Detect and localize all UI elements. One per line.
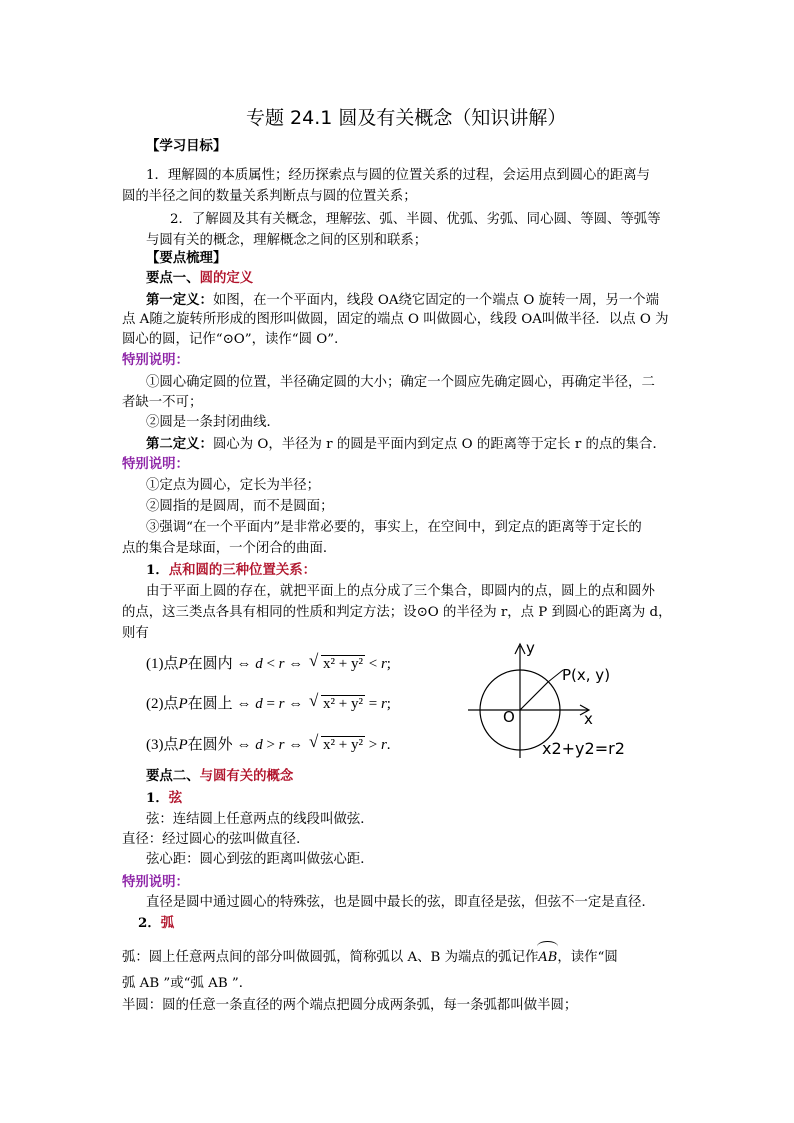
formula-outside-d: d [255,737,263,753]
goal-2-line-1: 2．了解圆及其有关概念，理解弦、弧、半圆、优弧、劣弧、同心圆、等圆、等弧等 [170,212,661,227]
arc-definition-line-2: 弧 AB ”或“弧 AB ”． [122,976,253,991]
formula-on-end-rel: = [368,696,378,712]
formula-inside-iff-1: ⇔ [236,656,252,672]
subsection-chord-heading [146,788,182,808]
section-position-number: 1． [146,562,169,578]
radius-line [520,682,548,710]
special-note-2-item-3-cont: 点的集合是球面，一个闭合的曲面． [122,541,337,556]
formula-on-iff-2: ⇔ [288,696,304,712]
formula-inside-d: d [255,656,263,672]
definition-2-text: 圆心为 O，半径为 r 的圆是平面内到定点 O 的距离等于定长 r 的点的集合． [212,437,666,452]
subsection-arc-number: 2． [138,915,161,931]
special-note-2-item-2: ②圆指的是圆周，而不是圆面； [146,499,334,514]
formula-inside-r: r [278,656,285,672]
special-note-1-item-1-cont: 者缺一不可； [122,395,203,410]
definition-1-line-2: 点 A随之旋转所形成的图形叫做圆，固定的端点 O 叫做圆心，线段 OA叫做半径．以点 O 为 [122,312,669,327]
formula-inside-rel: < [266,656,275,672]
formula-outside-where: 在圆外 [187,737,233,753]
goal-1-line-2: 圆的半径之间的数量关系判断点与圆的位置关系； [122,189,417,204]
formula-inside-p: P [178,656,188,672]
special-note-3-label: 特别说明： [122,874,189,890]
formula-on-sqrt-body: x² + y² [323,696,363,712]
formula-inside: (1)点P在圆内 ⇔ d < r ⇔ √ x² + y² < r; [146,651,391,672]
goal-2-line-2: 与圆有关的概念，理解概念之间的区别和联系； [146,233,428,248]
special-note-2-item-3: ③强调“在一个平面内”是非常必要的，事实上，在空间中，到定点的距离等于定长的 [146,520,642,535]
formula-on-r: r [278,696,285,712]
key-point-1-prefix: 要点一、 [146,270,200,286]
definition-1-label: 第一定义： [146,292,213,308]
formula-on: (2)点P在圆上 ⇔ d = r ⇔ √ x² + y² = r; [146,691,391,712]
formula-outside-sqrt-body: x² + y² [323,737,363,753]
chord-distance-definition: 弦心距：圆心到弦的距离叫做弦心距． [146,852,374,867]
formula-outside-sqrt: √ x² + y² [309,732,363,753]
arc-definition-line-1 [122,948,618,968]
position-text-line-3: 则有 [122,626,149,641]
formula-inside-prefix: (1)点 [146,656,179,672]
special-note-2-label: 特别说明： [122,456,189,472]
section-position-title: 点和圆的三种位置关系： [168,562,317,578]
subsection-chord-number: 1． [146,790,169,806]
formula-outside-p: P [178,737,188,753]
key-point-1-title: 圆的定义 [199,270,254,286]
formula-outside-end-r: r [380,737,387,753]
formula-on-iff-1: ⇔ [236,696,252,712]
formula-on-end-r: r [380,696,387,712]
page-title: 专题 24.1 圆及有关概念（知识讲解） [246,107,567,129]
formula-outside-prefix: (3)点 [146,737,179,753]
formula-outside-iff-1: ⇔ [236,737,252,753]
formula-on-where: 在圆上 [187,696,233,712]
formula-on-sqrt: √ x² + y² [309,691,363,712]
goals-header: 【学习目标】 [146,138,227,154]
formula-inside-end-rel: < [368,656,378,672]
arc-definition-text: 弧：圆上任意两点间的部分叫做圆弧，简称弧以 A、B 为端点的弧记作 [122,950,539,965]
formula-inside-sqrt: √ x² + y² [309,651,363,672]
definition-1-line-3: 圆心的圆，记作“⊙O”，读作“圆 O”． [122,332,348,347]
diameter-definition: 直径：经过圆心的弦叫做直径． [122,832,310,847]
semicircle-definition: 半圆：圆的任意一条直径的两个端点把圆分成两条弧，每一条弧都叫做半圆； [122,998,578,1013]
special-note-1-item-1: ①圆心确定圆的位置，半径确定圆的大小；确定一个圆应先确定圆心，再确定半径，二 [146,375,655,390]
formula-outside-end-rel: > [368,737,378,753]
special-note-1-label: 特别说明： [122,352,189,368]
definition-1-line-1 [146,290,659,311]
key-point-2-prefix: 要点二、 [146,768,200,784]
y-label: y [526,640,535,657]
subsection-arc-title: 弧 [160,915,175,931]
points-header: 【要点梳理】 [146,250,227,266]
formula-inside-end-r: r [380,656,387,672]
position-text-line-1: 由于平面上圆的存在，就把平面上的点分成了三个集合，即圆内的点，圆上的点和圆外 [146,584,655,599]
circle-figure [462,640,632,765]
special-note-2-item-1: ①定点为圆心，定长为半径； [146,478,321,493]
formula-on-prefix: (2)点 [146,696,179,712]
definition-2-label: 第二定义： [146,436,213,452]
subsection-arc-heading [138,913,174,933]
section-position-heading [146,560,316,580]
position-text-line-2: 的点，这三类点各具有相同的性质和判定方法；设⊙O 的半径为 r，点 P 到圆心的距离为 d， [122,605,672,620]
x-label: x [584,710,593,728]
key-point-1-heading [146,268,253,288]
special-note-1-item-2: ②圆是一条封闭曲线． [146,415,280,430]
formula-outside-iff-2: ⇔ [288,737,304,753]
point-p-label: P(x, y) [562,666,611,684]
definition-1-text: 如图，在一个平面内，线段 OA绕它固定的一个端点 O 旋转一周，另一个端 [212,293,660,308]
arc-definition-tail: ，读作“圆 [557,950,618,965]
goal-1-line-1: 1．理解圆的本质属性；经历探索点与圆的位置关系的过程，会运用点到圆心的距离与 [146,168,650,183]
formula-outside-rel: > [266,737,275,753]
formula-outside-r: r [278,737,285,753]
subsection-chord-title: 弦 [168,790,183,806]
special-note-3-text: 直径是圆中通过圆心的特殊弦，也是圆中最长的弦，即直径是弦，但弦不一定是直径． [146,895,655,910]
circle-equation-label: x2+y2=r2 [542,739,625,758]
formula-inside-where: 在圆内 [187,656,233,672]
formula-on-d: d [255,696,263,712]
arc-ab-symbol: AB [538,948,557,968]
chord-definition: 弦：连结圆上任意两点的线段叫做弦． [146,812,374,827]
formula-outside: (3)点P在圆外 ⇔ d > r ⇔ √ x² + y² > r. [146,732,391,753]
key-point-2-title: 与圆有关的概念 [199,768,294,784]
origin-label: O [503,708,515,726]
key-point-2-heading [146,766,293,786]
formula-inside-iff-2: ⇔ [288,656,304,672]
formula-inside-sqrt-body: x² + y² [323,656,363,672]
formula-on-p: P [178,696,188,712]
formula-on-rel: = [266,696,275,712]
definition-2-line [146,434,666,455]
p-leader [548,670,563,682]
